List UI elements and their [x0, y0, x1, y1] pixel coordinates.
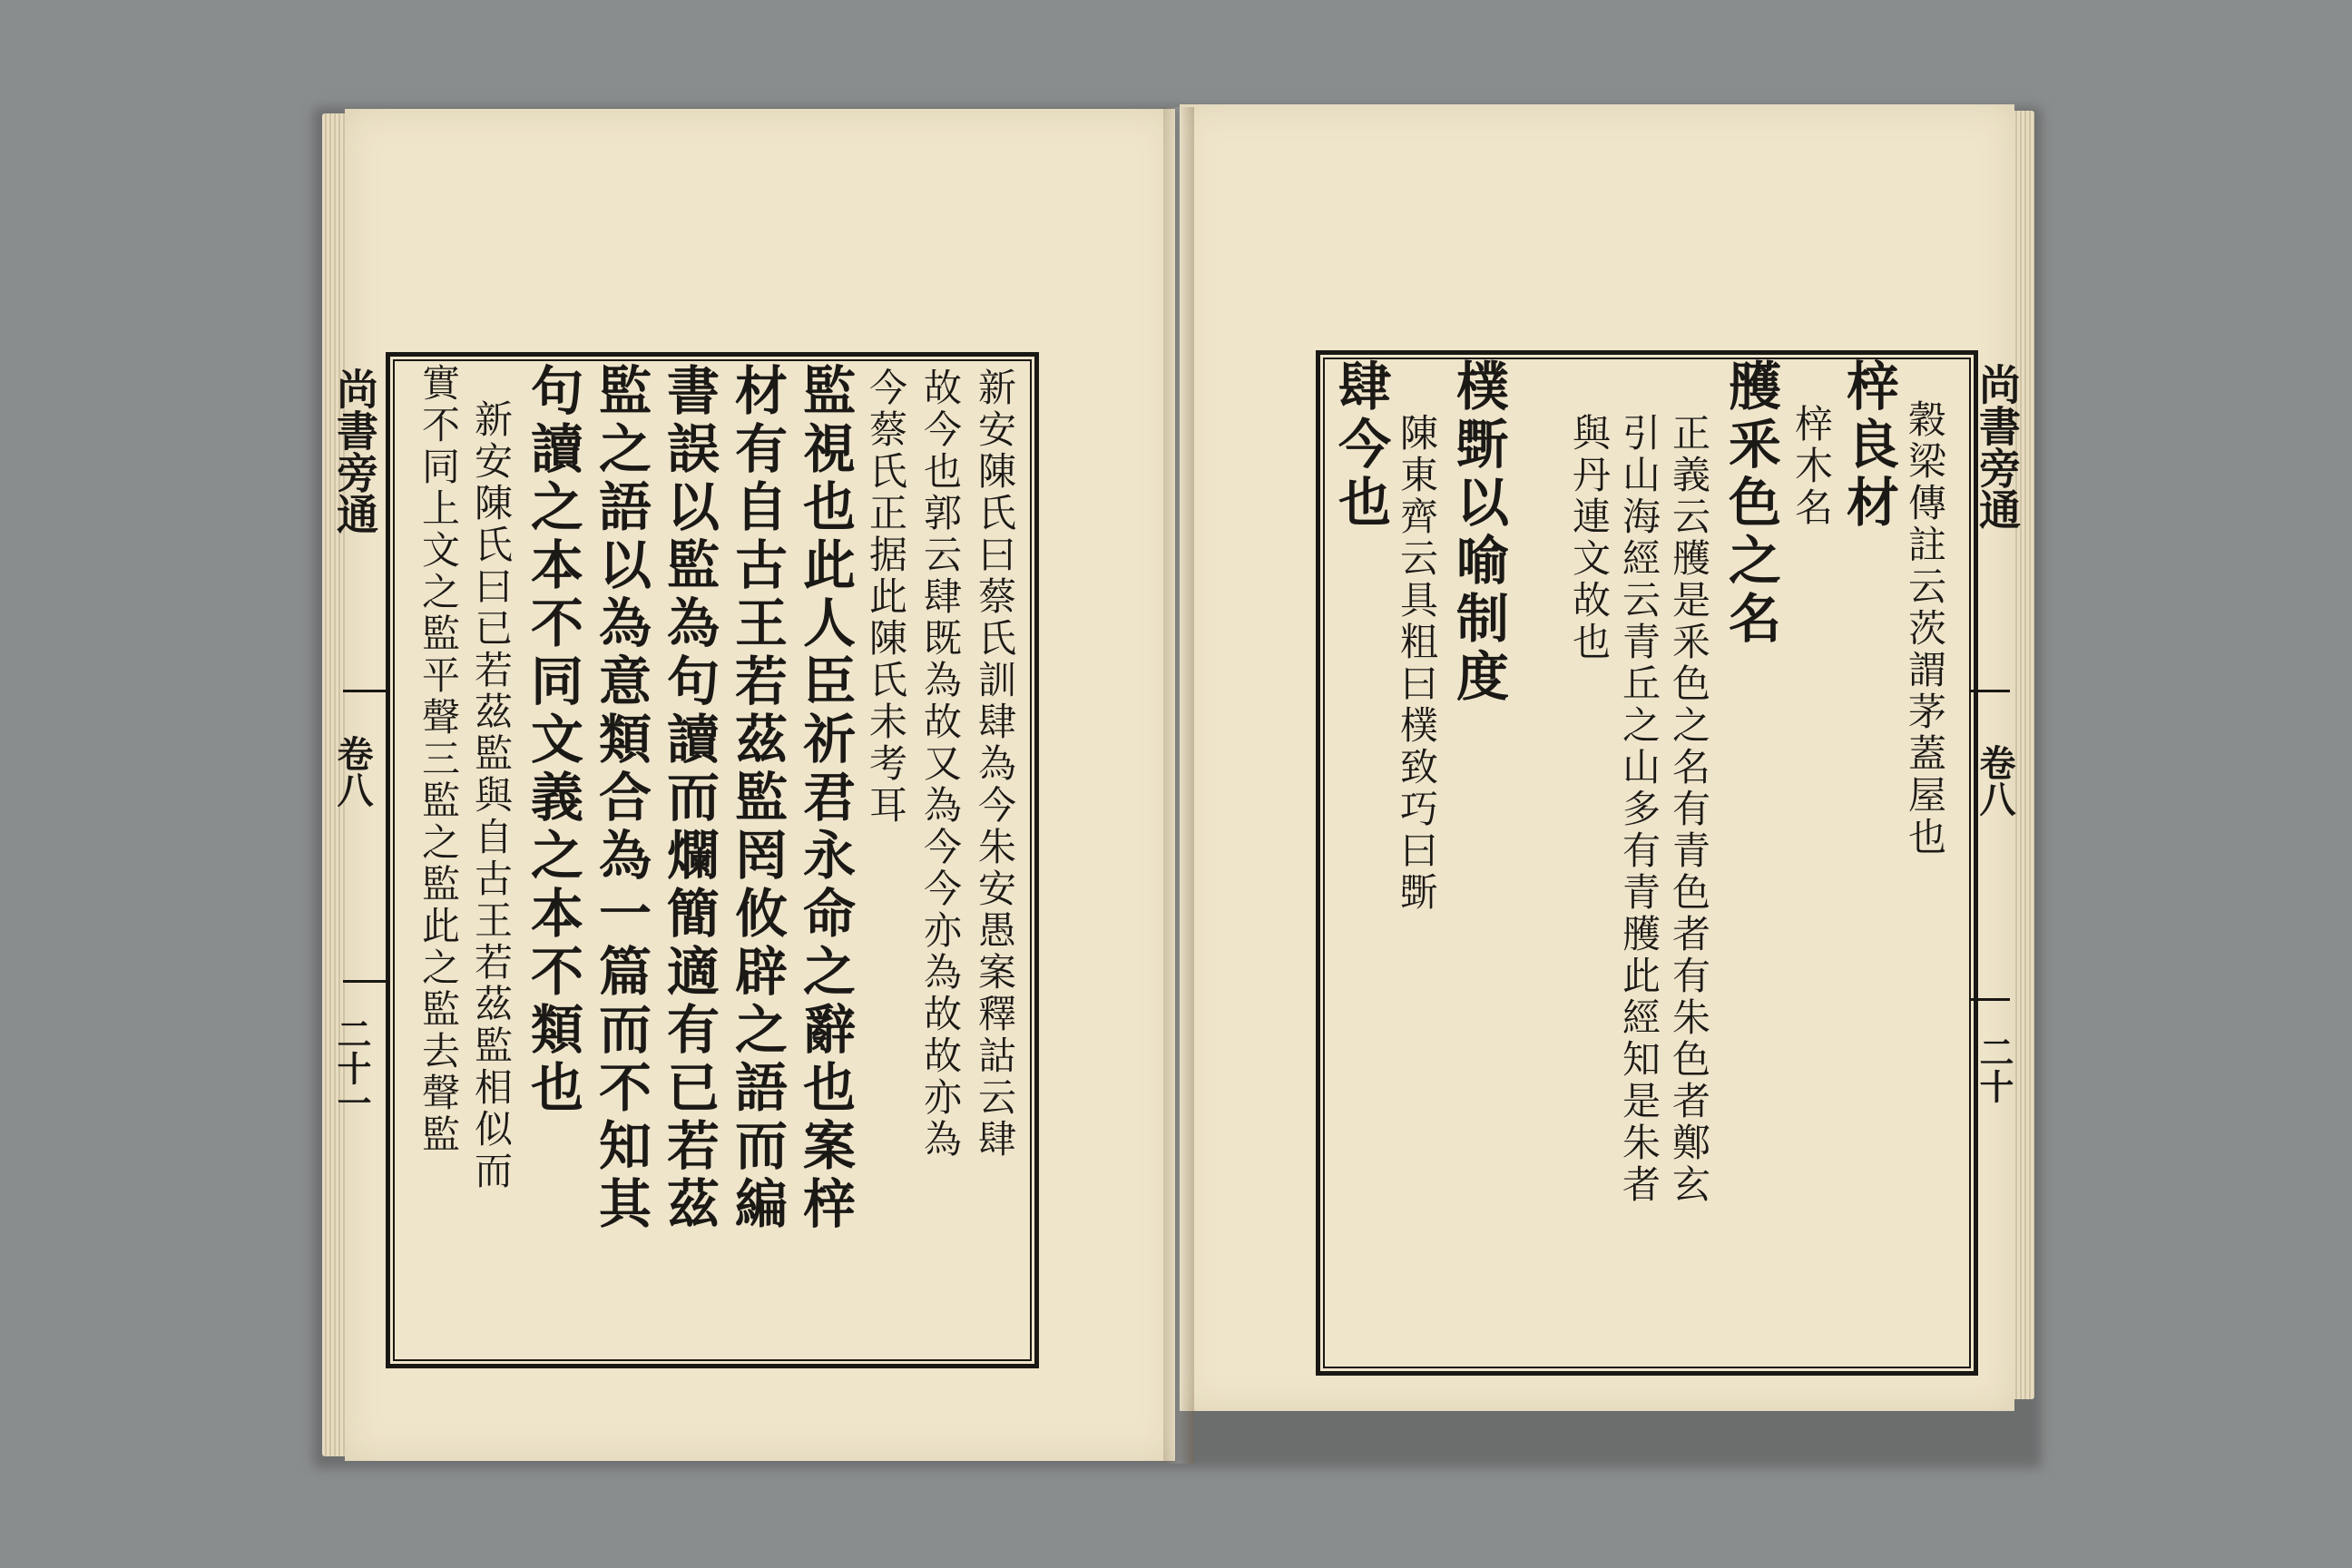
- left-margin-volume: 卷八: [331, 735, 374, 808]
- right-column-9: 陳東齊云具粗曰樸致巧曰斲: [1395, 413, 1439, 914]
- left-column-9: 新安陳氏曰已若茲監與自古王若茲監相似而: [469, 399, 514, 1192]
- left-fish-tail-bottom: [343, 980, 388, 983]
- right-fish-tail-bottom: [1969, 998, 2010, 1001]
- right-fish-tail-top: [1969, 690, 2010, 692]
- left-column-3: 今蔡氏正据此陳氏未考耳: [864, 368, 908, 827]
- left-column-6: 書誤以監為句讀而爛簡適有已若茲: [658, 363, 720, 1234]
- right-column-7: 與丹連文故也: [1567, 413, 1612, 663]
- right-column-3: 梓木名: [1789, 404, 1834, 529]
- right-column-6: 引山海經云青丘之山多有青雘此經知是朱者: [1617, 413, 1661, 1206]
- right-margin-folio: 二十: [1974, 1034, 2014, 1103]
- right-column-10: 肆今也: [1329, 358, 1391, 533]
- left-margin-folio: 二十一: [331, 1016, 372, 1120]
- left-column-5: 材有自古王若茲監罔攸辟之語而編: [726, 363, 788, 1234]
- left-margin-title: 尚書旁通: [330, 368, 379, 534]
- right-column-5: 正義云雘是釆色之名有青色者有朱色者鄭玄: [1667, 413, 1711, 1206]
- left-column-10: 實不同上文之監平聲三監之監此之監去聲監: [416, 363, 461, 1156]
- right-column-2: 梓良材: [1838, 358, 1899, 533]
- right-column-1: 穀梁傳註云茨謂茅蓋屋也: [1903, 399, 1947, 858]
- left-column-2: 故今也郭云肆既為故又為今今亦為故故亦為: [918, 368, 963, 1161]
- right-column-4: 雘釆色之名: [1720, 358, 1781, 649]
- right-margin-volume: 卷八: [1974, 744, 2016, 817]
- left-column-1: 新安陳氏曰蔡氏訓肆為今朱安愚案釋詁云肆: [973, 368, 1017, 1161]
- right-column-8: 樸斲以喻制度: [1447, 358, 1509, 707]
- left-fish-tail-top: [343, 690, 388, 692]
- book-gutter: [1163, 107, 1194, 1464]
- right-margin-title: 尚書旁通: [1973, 363, 2022, 530]
- left-column-8: 句讀之本不同文義之本不類也: [522, 363, 583, 1118]
- left-column-4: 監視也此人臣祈君永命之辭也案梓: [794, 363, 856, 1234]
- left-column-7: 監之語以為意類合為一篇而不知其: [590, 363, 652, 1234]
